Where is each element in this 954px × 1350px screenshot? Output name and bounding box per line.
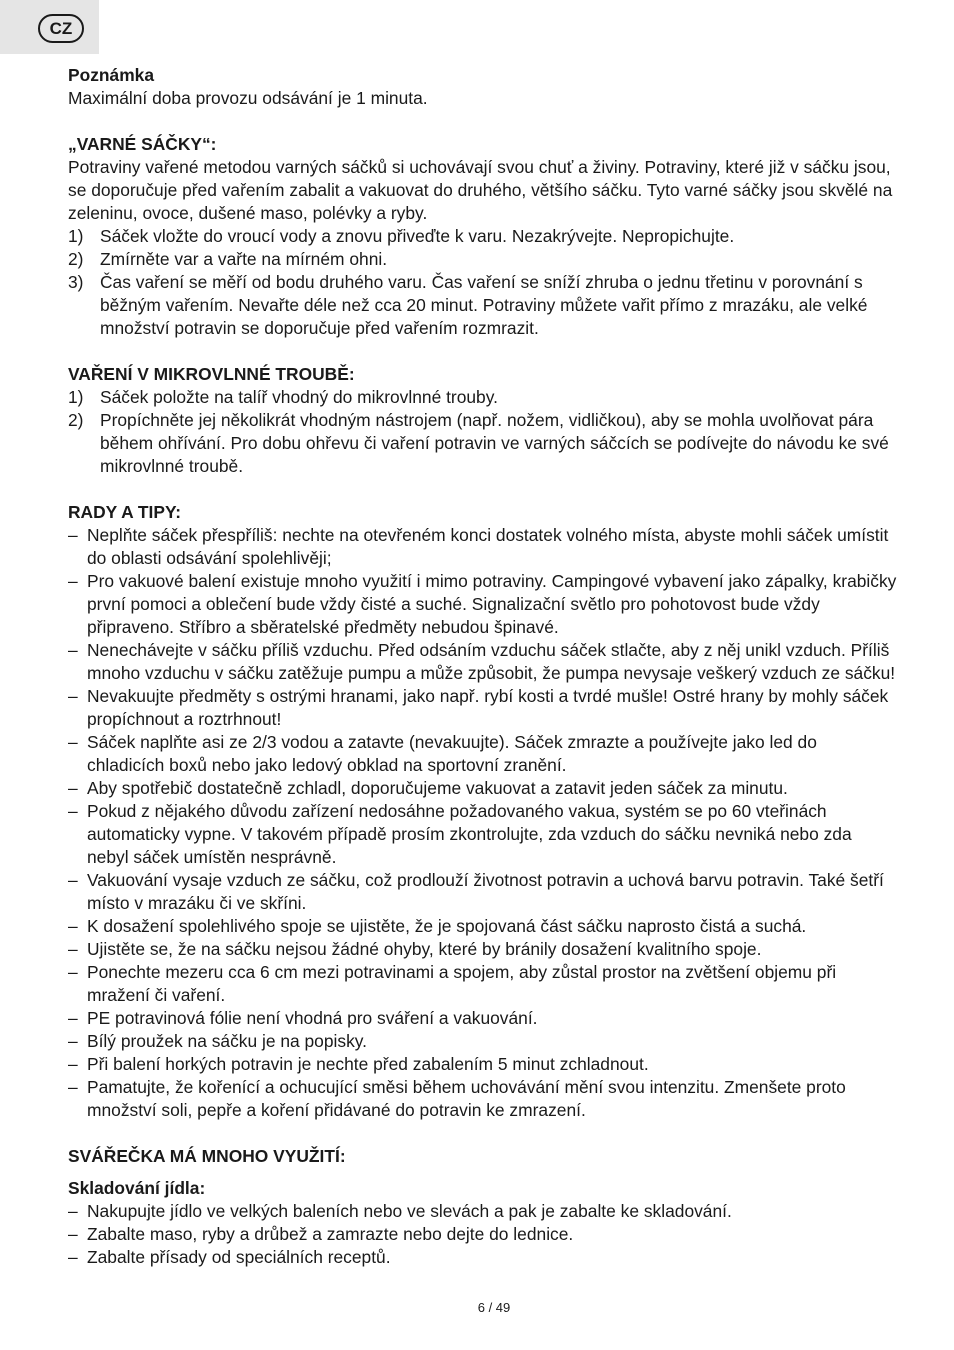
note-title: Poznámka — [68, 65, 155, 85]
list-item — [68, 1053, 898, 1076]
list-item-text: Sáček naplňte asi ze 2/3 vodou a zatavte (nevakuujte). Sáček zmrazte a používejte jako led do chladicích boxů nebo jako ledový obklad na sportovní zranění. — [87, 732, 817, 775]
list-item — [68, 524, 898, 570]
dash-bullet: – — [68, 939, 78, 959]
dash-bullet: – — [68, 801, 78, 821]
tips-section — [68, 501, 898, 1122]
microwave-step — [68, 409, 898, 478]
microwave-section — [68, 363, 898, 478]
list-item-text: K dosažení spolehlivého spoje se ujistěte, že je spojovaná část sáčku naprosto čistá a suchá. — [87, 916, 807, 936]
boil-bags-step — [68, 225, 898, 248]
list-item-text: Neplňte sáček přespříliš: nechte na otevřeném konci dostatek volného místa, abyste mohli sáček umístit do oblasti odsávání spolehlivěji; — [87, 525, 889, 568]
list-item — [68, 1007, 898, 1030]
list-item-text: Aby spotřebič dostatečně zchladl, doporučujeme vakuovat a zatavit jeden sáček za minutu. — [87, 778, 788, 798]
document-body — [68, 64, 898, 1269]
list-item — [68, 1223, 898, 1246]
step-text: Sáček položte na talíř vhodný do mikrovlnné trouby. — [100, 387, 498, 407]
list-item-text: Ujistěte se, že na sáčku nejsou žádné ohyby, které by bránily dosažení kvalitního spoje. — [87, 939, 762, 959]
microwave-title: VAŘENÍ V MIKROVLNNÉ TROUBĚ: — [68, 364, 355, 384]
step-text: Zmírněte var a vařte na mírném ohni. — [100, 249, 388, 269]
list-item — [68, 1246, 898, 1269]
list-item — [68, 938, 898, 961]
tips-list — [68, 524, 898, 1122]
language-badge: CZ — [38, 14, 84, 43]
list-item-text: Nenechávejte v sáčku příliš vzduchu. Před odsáním vzduchu sáček stlačte, aby z něj unikl vzduch. Příliš mnoho vzduchu v sáčku zatěžuje pumpu a může způsobit, že pumpa nevysaje veškerý vzduch ze sáčku! — [87, 640, 896, 683]
list-item-text: Pro vakuové balení existuje mnoho využití i mimo potraviny. Campingové vybavení jako zápalky, krabičky první pomoci a oblečení bude vždy čisté a suché. Signalizační světlo pro pohotovost bude vždy připraveno. Stříbro a sběratelské předměty nebudou špinavé. — [87, 571, 897, 637]
step-number: 1) — [68, 387, 84, 407]
list-item-text: Pamatujte, že kořenící a ochucující směsi během uchovávání mění svou intenzitu. Zmenšete proto množství soli, pepře a koření přidávané do potravin ke zmrazení. — [87, 1077, 846, 1120]
step-text: Sáček vložte do vroucí vody a znovu přiveďte k varu. Nezakrývejte. Nepropichujte. — [100, 226, 735, 246]
step-number: 3) — [68, 272, 84, 292]
list-item — [68, 800, 898, 869]
note-text: Maximální doba provozu odsávání je 1 minuta. — [68, 88, 428, 108]
page-number: 6 / 49 — [477, 1300, 511, 1315]
uses-section — [68, 1145, 898, 1269]
list-item-text: Vakuování vysaje vzduch ze sáčku, což prodlouží životnost potravin a uchová barvu potravin. Také šetří místo v mrazáku či ve skříni. — [87, 870, 884, 913]
dash-bullet: – — [68, 1201, 78, 1221]
language-tab — [0, 0, 99, 54]
microwave-step — [68, 386, 898, 409]
step-number: 2) — [68, 249, 84, 269]
list-item-text: Pokud z nějakého důvodu zařízení nedosáhne požadovaného vakua, systém se po 60 vteřinách automaticky vypne. V takovém případě prosím zkontrolujte, zda vzduch do sáčku nevniká nebo zda nebyl sáček umístěn nesprávně. — [87, 801, 852, 867]
dash-bullet: – — [68, 571, 78, 591]
dash-bullet: – — [68, 686, 78, 706]
boil-bags-title: „VARNÉ SÁČKY“: — [68, 134, 217, 154]
step-text: Čas vaření se měří od bodu druhého varu. Čas vaření se sníží zhruba o jednu třetinu v porovnání s běžným vařením. Nevařte déle než cca 20 minut. Potraviny můžete vařit přímo z mrazáku, ale velké množství potravin se doporučuje před vařením rozmrazit. — [100, 272, 868, 338]
list-item-text: Při balení horkých potravin je nechte před zabalením 5 minut zchladnout. — [87, 1054, 649, 1074]
step-number: 2) — [68, 410, 84, 430]
list-item — [68, 1076, 898, 1122]
dash-bullet: – — [68, 525, 78, 545]
dash-bullet: – — [68, 1224, 78, 1244]
dash-bullet: – — [68, 1008, 78, 1028]
list-item-text: Zabalte maso, ryby a drůbež a zamrazte nebo dejte do lednice. — [87, 1224, 574, 1244]
dash-bullet: – — [68, 1247, 78, 1267]
uses-subtitle: Skladování jídla: — [68, 1178, 206, 1198]
tips-title: RADY A TIPY: — [68, 502, 182, 522]
list-item — [68, 1030, 898, 1053]
dash-bullet: – — [68, 778, 78, 798]
list-item — [68, 961, 898, 1007]
step-number: 1) — [68, 226, 84, 246]
list-item — [68, 869, 898, 915]
list-item-text: Bílý proužek na sáčku je na popisky. — [87, 1031, 368, 1051]
dash-bullet: – — [68, 870, 78, 890]
dash-bullet: – — [68, 1054, 78, 1074]
list-item — [68, 777, 898, 800]
dash-bullet: – — [68, 640, 78, 660]
dash-bullet: – — [68, 732, 78, 752]
list-item-text: Nevakuujte předměty s ostrými hranami, jako např. rybí kosti a tvrdé mušle! Ostré hrany by mohly sáček propíchnout a roztrhnout! — [87, 686, 889, 729]
boil-bags-step — [68, 271, 898, 340]
boil-bags-intro: Potraviny vařené metodou varných sáčků si uchovávají svou chuť a živiny. Potraviny, které již v sáčku jsou, se doporučuje před vařením zabalit a vakuovat do druhého, většího sáčku. Tyto varné sáčky jsou skvělé na zeleninu, ovoce, dušené maso, polévky a ryby. — [68, 157, 893, 223]
list-item-text: Zabalte přísady od speciálních receptů. — [87, 1247, 391, 1267]
list-item-text: Ponechte mezeru cca 6 cm mezi potravinami a spojem, aby zůstal prostor na zvětšení objemu při mražení či vaření. — [87, 962, 837, 1005]
list-item — [68, 685, 898, 731]
uses-list — [68, 1200, 898, 1269]
step-text: Propíchněte jej několikrát vhodným nástrojem (např. nožem, vidličkou), aby se mohla uvolňovat pára během ohřívání. Pro dobu ohřevu či vaření potravin ve varných sáčcích se podívejte do návodu ke své mikrovlnné troubě. — [100, 410, 889, 476]
note-section — [68, 64, 898, 110]
list-item-text: Nakupujte jídlo ve velkých baleních nebo ve slevách a pak je zabalte ke skladování. — [87, 1201, 732, 1221]
boil-bags-section — [68, 133, 898, 340]
boil-bags-step — [68, 248, 898, 271]
dash-bullet: – — [68, 916, 78, 936]
list-item — [68, 570, 898, 639]
list-item — [68, 731, 898, 777]
list-item — [68, 915, 898, 938]
list-item-text: PE potravinová fólie není vhodná pro sváření a vakuování. — [87, 1008, 538, 1028]
dash-bullet: – — [68, 1077, 78, 1097]
dash-bullet: – — [68, 962, 78, 982]
uses-title: SVÁŘEČKA MÁ MNOHO VYUŽITÍ: — [68, 1146, 346, 1166]
dash-bullet: – — [68, 1031, 78, 1051]
list-item — [68, 639, 898, 685]
list-item — [68, 1200, 898, 1223]
